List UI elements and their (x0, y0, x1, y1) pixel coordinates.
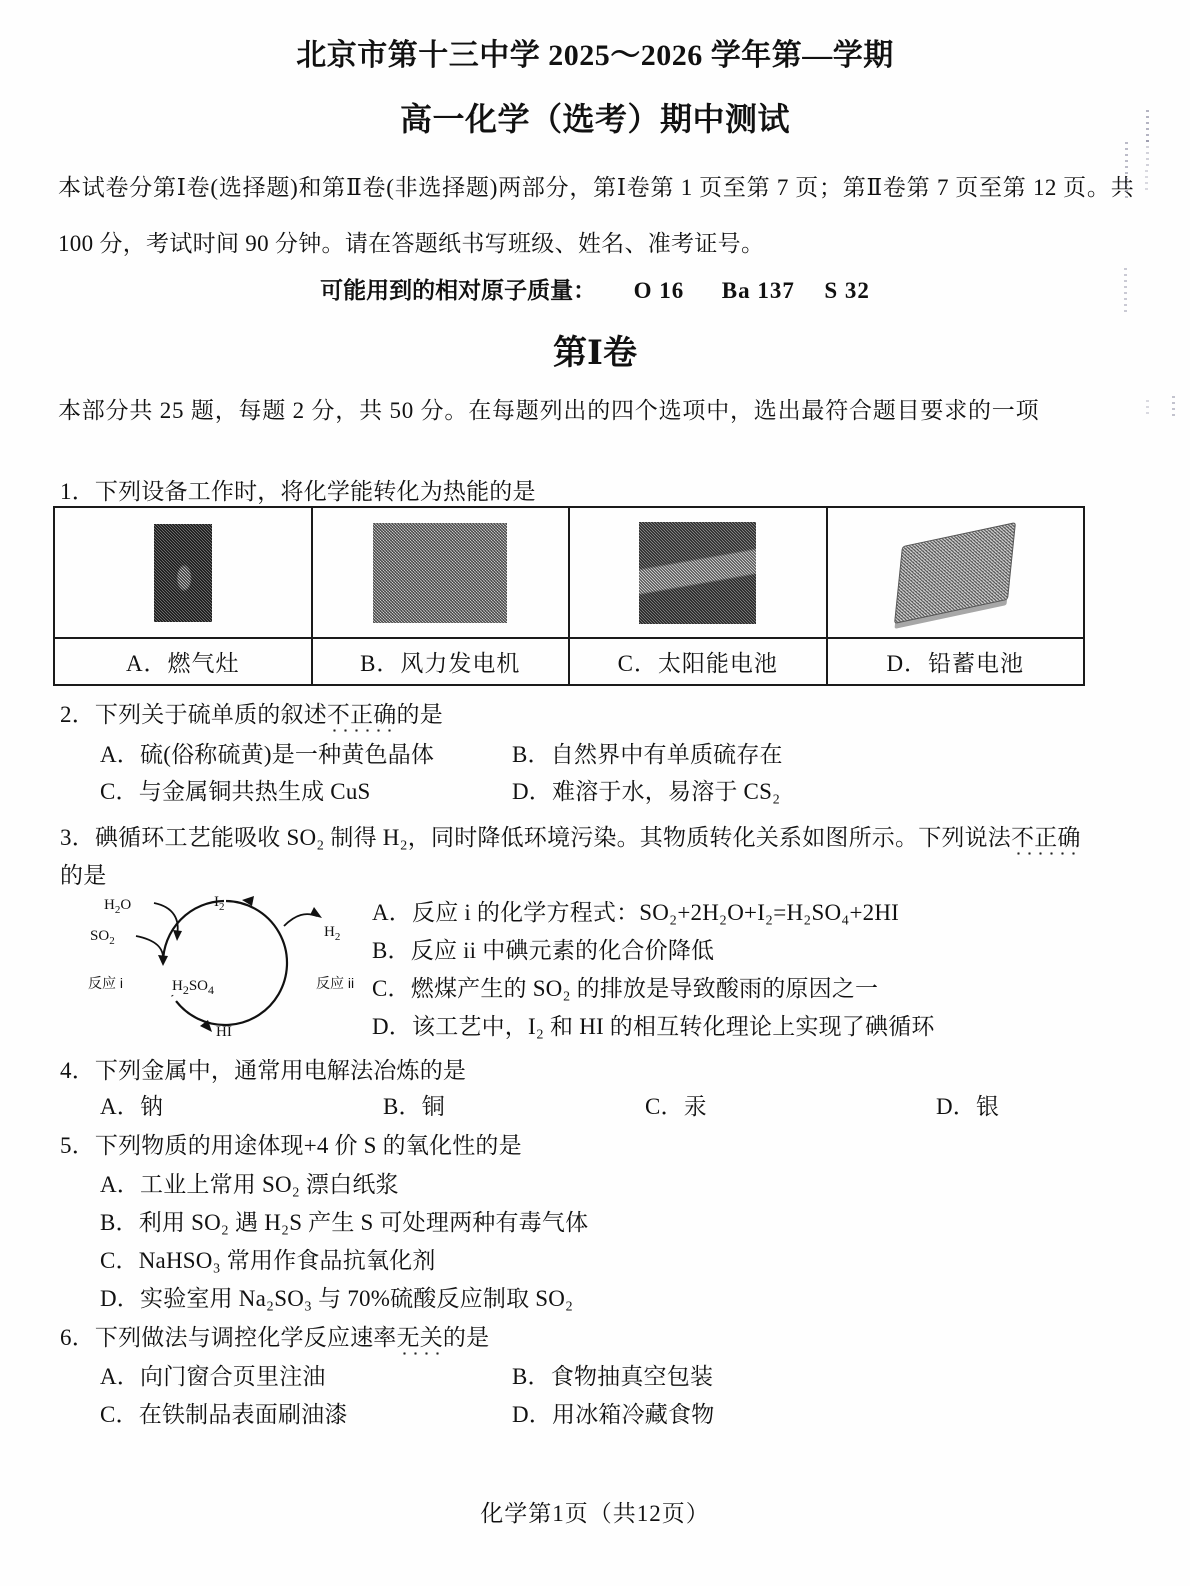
question-1-option-a-label: A．燃气灶 (125, 651, 240, 676)
question-5-option-b[interactable]: B．利用 SO₂ 遇 H₂S 产生 S 可处理两种有毒气体 (100, 1210, 589, 1235)
diagram-label-reaction-ii: 反应 ii (316, 975, 355, 991)
question-4-option-a[interactable]: A．钠 (100, 1094, 164, 1119)
relative-atomic-mass-line (0, 272, 1190, 305)
question-5-stem (60, 1128, 522, 1164)
question-1-option-d-label: D．铅蓄电池 (886, 651, 1025, 676)
page-title-subject: 高一化学（选考）期中测试 (399, 101, 790, 137)
question-1-text: 下列设备工作时，将化学能转化为热能的是 (94, 479, 536, 504)
question-3-text-a: 碘循环工艺能吸收 SO₂ 制得 H₂，同时降低环境污染。其物质转化关系如图所示。下列说法 (94, 825, 1012, 850)
scan-artifact-speckle (1124, 268, 1127, 314)
question-3-emphasis: 不正确 (1011, 825, 1081, 850)
diagram-label-so2: $SO_2$ (90, 928, 115, 947)
wind-turbine-photo (313, 508, 569, 639)
question-5-text: 下列物质的用途体现+4 价 S 的氧化性的是 (94, 1133, 522, 1158)
question-3-option-d[interactable]: D．该工艺中，I₂ 和 HI 的相互转化理论上实现了碘循环 (372, 1014, 935, 1039)
diagram-label-reaction-i: 反应 i (88, 975, 123, 991)
question-1-option-c-label: C．太阳能电池 (617, 651, 778, 676)
question-6-emphasis: 无关 (396, 1325, 443, 1350)
question-5-option-c[interactable]: C．NaHSO₃ 常用作食品抗氧化剂 (100, 1248, 436, 1273)
question-1-options-table (53, 506, 1085, 686)
question-1-option-c-cell[interactable] (570, 508, 828, 684)
question-5-number: 5． (60, 1133, 95, 1158)
question-4-option-c[interactable]: C．汞 (645, 1094, 707, 1119)
question-2-option-c[interactable]: C．与金属铜共热生成 CuS (100, 779, 371, 804)
question-4-option-d[interactable]: D．银 (936, 1094, 1000, 1119)
question-4-text: 下列金属中，通常用电解法冶炼的是 (94, 1058, 467, 1083)
question-1-option-a-cell[interactable] (55, 508, 313, 684)
question-1-option-b-label: B．风力发电机 (360, 651, 521, 676)
section-scoring-note: 本部分共 25 题，每题 2 分，共 50 分。在每题列出的四个选项中，选出最符合题目要求的一项 (58, 398, 1040, 423)
question-2-emphasis: 不正确 (326, 702, 397, 727)
question-2-text-b: 的是 (396, 702, 443, 727)
diagram-label-i2: $I_2$ (214, 894, 225, 913)
question-2-number: 2． (60, 702, 95, 727)
question-3-option-a[interactable]: A．反应 i 的化学方程式：SO₂+2H₂O+I₂=H₂SO₄+2HI (372, 900, 900, 925)
scan-artifact-speckle (1146, 400, 1149, 416)
relative-atomic-mass-label: 可能用到的相对原子质量： (320, 278, 597, 303)
question-3-number: 3． (60, 825, 95, 850)
question-3-stem (60, 820, 1140, 856)
question-2-option-b[interactable]: B．自然界中有单质硫存在 (512, 742, 783, 767)
question-4-option-b[interactable]: B．铜 (383, 1094, 445, 1119)
scan-artifact-speckle (1145, 170, 1148, 192)
scan-artifact-speckle (1172, 396, 1175, 418)
question-6-option-b[interactable]: B．食物抽真空包装 (512, 1364, 714, 1389)
scan-artifact-speckle (1146, 110, 1149, 144)
question-6-option-a[interactable]: A．向门窗合页里注油 (100, 1364, 326, 1389)
question-4-number: 4． (60, 1058, 95, 1083)
page-footer: 化学第1页（共12页） (480, 1501, 710, 1526)
question-4-stem (60, 1053, 466, 1089)
solar-panel-photo (570, 508, 826, 639)
question-5-option-d[interactable]: D．实验室用 Na₂SO₃ 与 70%硫酸反应制取 SO₂ (100, 1286, 574, 1311)
question-2-text-a: 下列关于硫单质的叙述 (94, 702, 327, 727)
question-6-number: 6． (60, 1325, 95, 1350)
scan-artifact-speckle (1146, 140, 1149, 166)
question-6-stem (60, 1320, 489, 1356)
question-6-option-c[interactable]: C．在铁制品表面刷油漆 (100, 1402, 348, 1427)
question-6-text-b: 的是 (442, 1325, 490, 1350)
question-6-text-a: 下列做法与调控化学反应速率 (94, 1325, 397, 1350)
question-3-option-c[interactable]: C．燃煤产生的 SO₂ 的排放是导致酸雨的原因之一 (372, 976, 879, 1001)
scan-artifact-speckle (1125, 142, 1128, 202)
atomic-mass-s: S 32 (824, 278, 870, 303)
question-2-option-d[interactable]: D．难溶于水，易溶于 CS₂ (512, 779, 781, 804)
question-1-option-d-cell[interactable] (828, 508, 1084, 684)
question-1-stem (60, 474, 536, 510)
question-3-option-b[interactable]: B．反应 ii 中碘元素的化合价降低 (372, 938, 715, 963)
lead-acid-battery-photo (828, 508, 1084, 639)
diagram-label-h2: $H_2$ (324, 924, 341, 943)
diagram-label-h2so4: $H_2SO_4$ (172, 978, 215, 997)
iodine-cycle-diagram (88, 884, 378, 1044)
diagram-label-h2o: $H_2O$ (104, 897, 132, 916)
question-2-option-a[interactable]: A．硫(俗称硫黄)是一种黄色晶体 (100, 742, 435, 767)
section-heading-part-1: 第Ⅰ卷 (553, 335, 637, 372)
question-5-option-a[interactable]: A．工业上常用 SO₂ 漂白纸浆 (100, 1172, 399, 1197)
gas-stove-photo (55, 508, 311, 639)
question-1-number: 1． (60, 479, 95, 504)
atomic-mass-ba: Ba 137 (721, 278, 795, 303)
page-title-school-term: 北京市第十三中学 2025～2026 学年第—学期 (296, 39, 894, 72)
atomic-mass-o: O 16 (633, 278, 685, 303)
question-2-stem (60, 697, 443, 733)
question-6-option-d[interactable]: D．用冰箱冷藏食物 (512, 1402, 715, 1427)
question-1-option-b-cell[interactable] (313, 508, 571, 684)
exam-instructions-paragraph: 本试卷分第Ⅰ卷(选择题)和第Ⅱ卷(非选择题)两部分，第Ⅰ卷第 1 页至第 7 页；第Ⅱ卷第 7 页至第 12 页。共 100 分，考试时间 90 分钟。请在答题纸书写班级、姓名、准考证号。 (58, 175, 1134, 256)
question-3-stem-line2: 的是 (60, 863, 107, 888)
diagram-label-hi: HI (216, 1024, 232, 1040)
